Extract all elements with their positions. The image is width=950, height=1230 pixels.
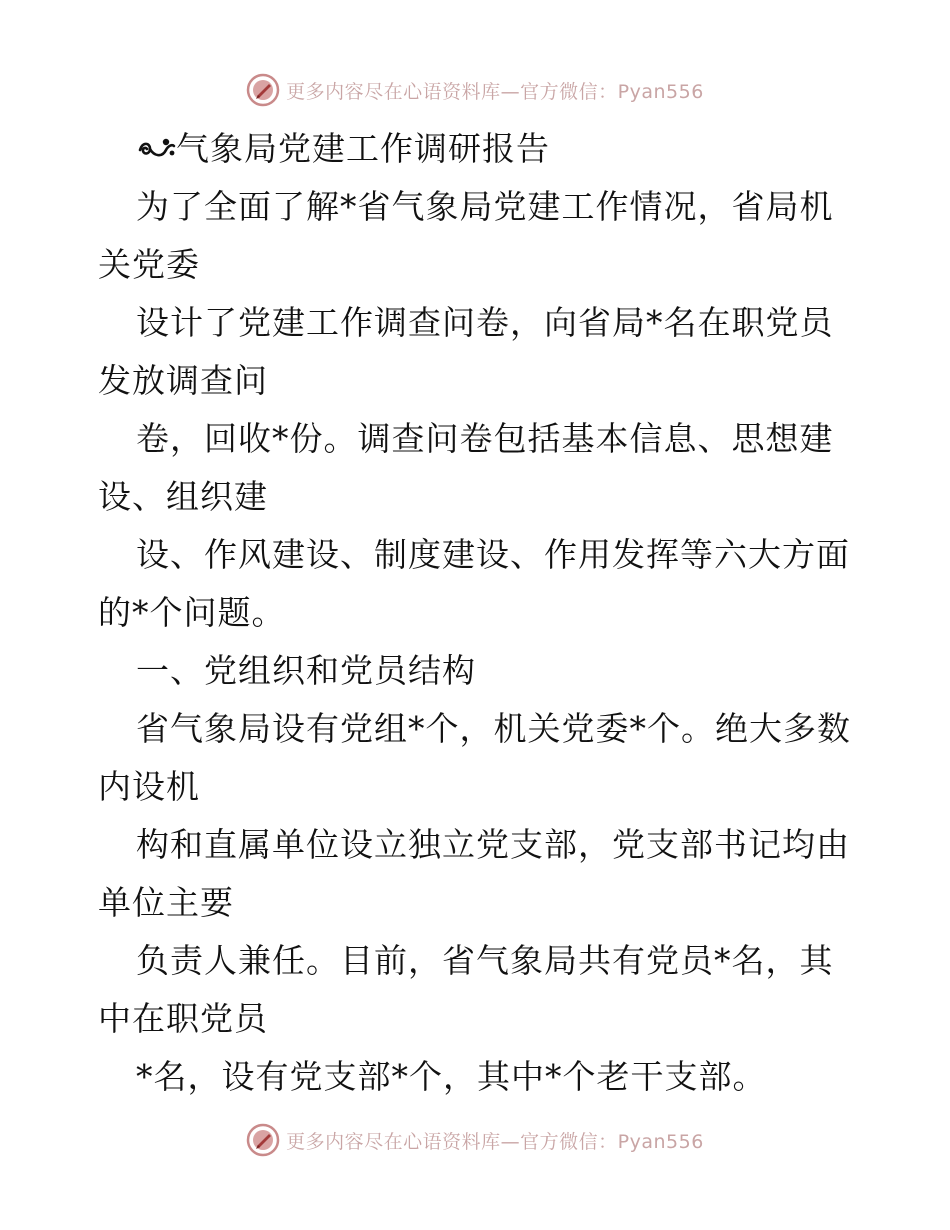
- watermark-text: 更多内容尽在心语资料库—官方微信：Pyan556: [286, 1130, 704, 1153]
- seal-pen-icon: [246, 1123, 280, 1157]
- flourish-icon: [136, 134, 176, 164]
- text-line: 负责人兼任。目前，省气象局共有党员*名，其: [136, 941, 834, 980]
- text-line: *名，设有党支部*个，其中*个老干支部。: [136, 1057, 767, 1096]
- text-line: 设、组织建: [98, 477, 268, 516]
- text-line: 的*个问题。: [98, 593, 286, 632]
- text-line: 卷，回收*份。调查问卷包括基本信息、思想建: [136, 419, 834, 458]
- text-line: 设计了党建工作调查问卷，向省局*名在职党员: [136, 303, 834, 342]
- text-line: 内设机: [98, 767, 200, 806]
- text-line: 发放调查问: [98, 361, 268, 400]
- header-watermark: [0, 70, 950, 110]
- document-title: [98, 120, 858, 178]
- watermark-text: 更多内容尽在心语资料库—官方微信：Pyan556: [286, 80, 704, 103]
- text-line: 省气象局设有党组*个，机关党委*个。绝大多数: [136, 709, 851, 748]
- paragraph-lines: [98, 178, 858, 1106]
- text-line: 中在职党员: [98, 999, 268, 1038]
- document-body: [98, 120, 858, 1106]
- text-line: 设、作风建设、制度建设、作用发挥等六大方面: [136, 535, 850, 574]
- text-line: 关党委: [98, 245, 200, 284]
- text-line: 构和直属单位设立独立党支部，党支部书记均由: [136, 825, 850, 864]
- text-line: 为了全面了解*省气象局党建工作情况，省局机: [136, 187, 834, 226]
- seal-pen-icon: [246, 73, 280, 107]
- text-line: 单位主要: [98, 883, 234, 922]
- title-text: 气象局党建工作调研报告: [176, 129, 550, 168]
- footer-watermark: [0, 1120, 950, 1160]
- text-line: 一、党组织和党员结构: [136, 651, 476, 690]
